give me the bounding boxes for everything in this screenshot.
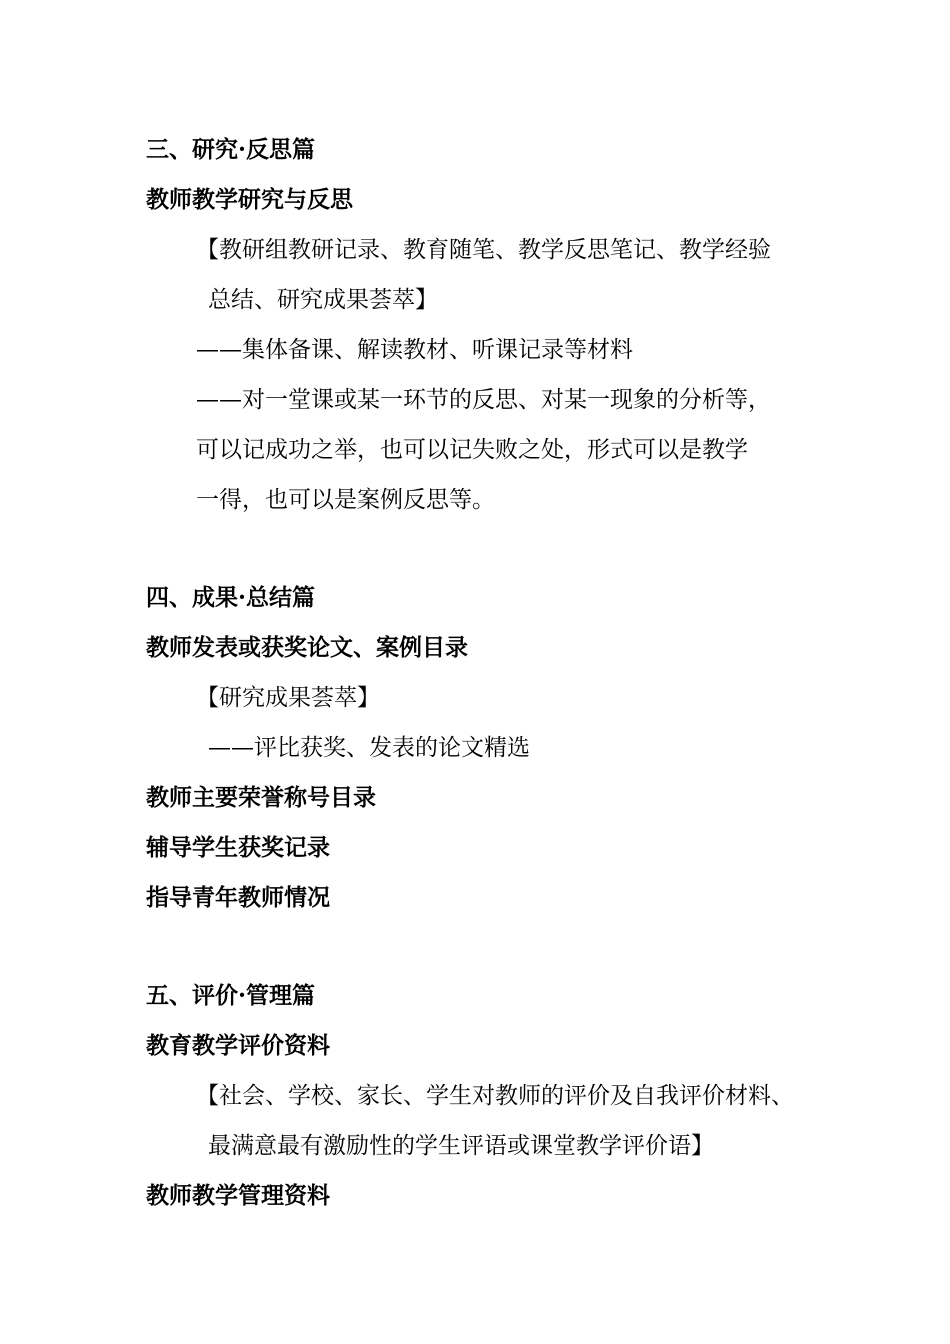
dash-note-reflection-line-1: ——对一堂课或某一环节的反思、对某一现象的分析等，	[196, 387, 771, 413]
item-title-evaluation-materials: 教育教学评价资料	[146, 1032, 330, 1059]
dash-note-reflection-line-3: 一得，也可以是案例反思等。	[196, 487, 495, 513]
item-title-mentoring: 指导青年教师情况	[146, 884, 330, 911]
section-heading-evaluation: 五、评价·管理篇	[146, 982, 316, 1009]
bracket-note-line-1: 【教研组教研记录、教育随笔、教学反思笔记、教学经验	[196, 237, 771, 263]
bracket-note-achievements: 【研究成果荟萃】	[196, 685, 380, 711]
dash-note-reflection-line-2: 可以记成功之举，也可以记失败之处，形式可以是教学	[196, 437, 748, 463]
bracket-note-evaluation-line-2: 最满意最有激励性的学生评语或课堂教学评价语】	[208, 1133, 714, 1159]
section-heading-achievements: 四、成果·总结篇	[146, 584, 316, 611]
bracket-note-line-2: 总结、研究成果荟萃】	[208, 287, 438, 313]
item-title-student-awards: 辅导学生获奖记录	[146, 834, 330, 861]
bracket-note-evaluation-line-1: 【社会、学校、家长、学生对教师的评价及自我评价材料、	[196, 1083, 794, 1109]
item-title-management-materials: 教师教学管理资料	[146, 1182, 330, 1209]
item-title-honors: 教师主要荣誉称号目录	[146, 784, 376, 811]
item-title-research-reflection: 教师教学研究与反思	[146, 186, 353, 213]
item-title-papers: 教师发表或获奖论文、案例目录	[146, 634, 468, 661]
section-heading-research: 三、研究·反思篇	[146, 136, 316, 163]
dash-note-papers: ——评比获奖、发表的论文精选	[208, 735, 530, 761]
dash-note-preparation: ——集体备课、解读教材、听课记录等材料	[196, 337, 633, 363]
